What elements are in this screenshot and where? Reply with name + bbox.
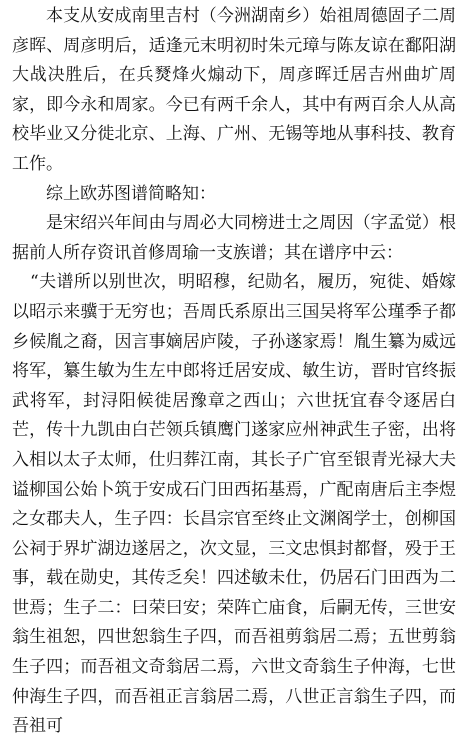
- paragraph-genealogy-preface-quote: “夫谱所以别世次，明昭穆，纪勋名，履历，宛徙、婚嫁以昭示来骥于无穷也；吾周氏系原出三国吴将军公瑾季子都乡候胤之裔，因言事嫡居庐陵，子孙遂家焉！胤生纂为威远将军，纂生敏为生左中郎将迁居安成、敏生访，晋时官终振武将军，封浔阳候徙居豫章之西山；六世抚宜春令逐居白芒，传十九凯由白芒领兵镇鹰门遂家应州神武生子密，出将入相以太子太师，仕归葬江南，其长子广官至银青光禄大夫谥柳国公始卜筑于安成石门田西拓基焉，广配南唐后主李煜之女郡夫人，生子四：长昌宗官至终止文渊阁学士，创柳国公祠于界圹湖边遂居之，次文显，三文忠惧封都督，殁于王事，载在勋史，其传乏矣！四述敏未仕，仍居石门田西为二世焉；生子二：曰荣曰安；荣阵亡庙食，后嗣无传，三世安翁生祖恕，四世恕翁生子四，而吾祖剪翁居二焉；五世剪翁生子四；而吾祖文奇翁居二焉，六世文奇翁生子仲海，七世仲海生子四，而吾祖正言翁居二焉，八世正言翁生子四，而吾祖可: [12, 272, 456, 737]
- paragraph-summary-intro: 综上欧苏图谱简略知：: [46, 183, 216, 204]
- paragraph-migration-history: 本支从安成南里吉村（今洲湖南乡）始祖周德固子二周彦晖、周彦明后，适逢元末明初时朱元璋与陈友谅在鄱阳湖大战决胜后，在兵燹烽火煽动下，周彦晖迁居吉州曲圹周家，即今永和周家。今已有两千余人，其中有两百余人从高校毕业又分徙北京、上海、广州、无锡等地从事科技、教育工作。: [12, 6, 456, 174]
- paragraph-genealogy-origin: 是宋绍兴年间由与周必大同榜进士之周因（字孟觉）根据前人所存资讯首修周瑜一支族谱；其在谱序中云：: [12, 213, 456, 263]
